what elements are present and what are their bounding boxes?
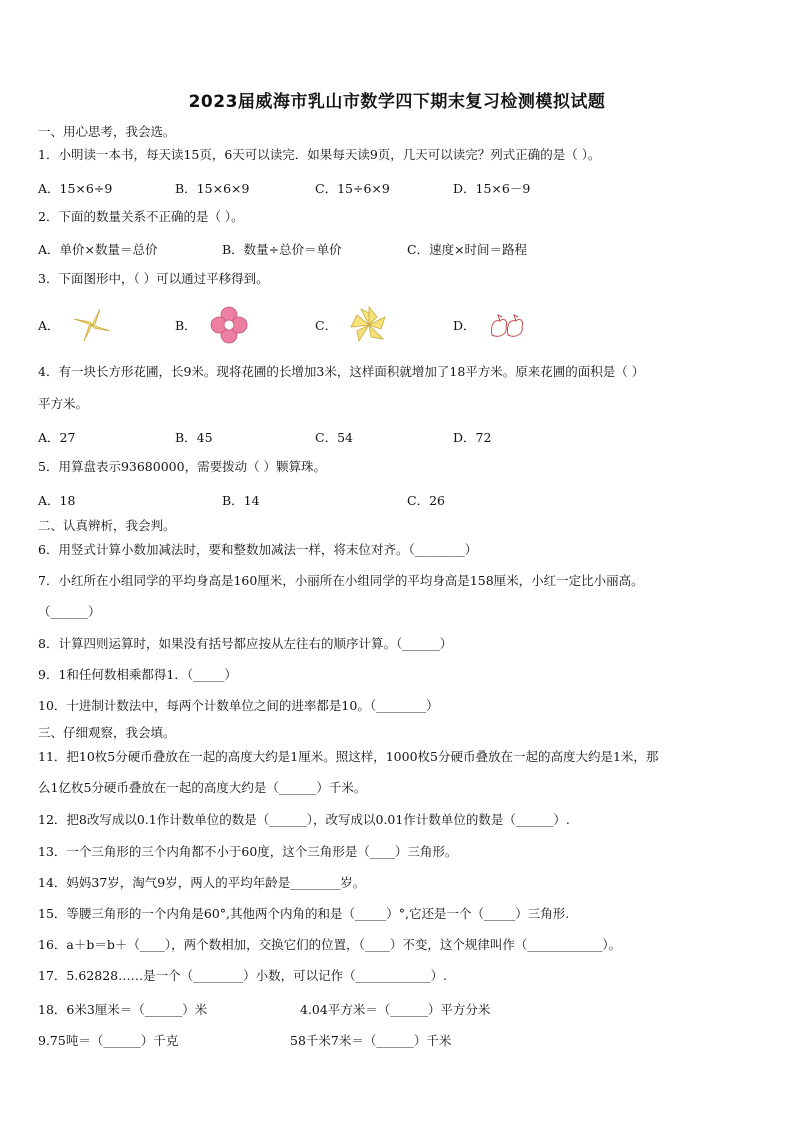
section-heading-1: 一、用心思考，我会选。 xyxy=(38,124,176,139)
q2-option-c: C．速度×时间＝路程 xyxy=(407,242,528,257)
question-2-text: 2．下面的数量关系不正确的是（ ）。 xyxy=(38,209,244,224)
q3-option-d xyxy=(453,305,532,345)
star-pinwheel-icon xyxy=(347,305,391,345)
q3-option-c xyxy=(315,305,391,345)
q3-option-b-label: B． xyxy=(175,318,197,333)
question-18-part-c: 9.75吨＝（______）千克 xyxy=(38,1033,179,1048)
question-12-text: 12．把8改写成以0.1作计数单位的数是（______），改写成以0.01作计数单位的数是（______）. xyxy=(38,812,570,827)
q4-option-c: C．54 xyxy=(315,430,353,445)
question-7-text: 7．小红所在小组同学的平均身高是160厘米，小丽所在小组同学的平均身高是158厘米，小红一定比小丽高。 xyxy=(38,573,644,588)
q5-option-a: A．18 xyxy=(38,493,76,508)
section-heading-2: 二、认真辨析，我会判。 xyxy=(38,518,176,533)
q4-option-b: B．45 xyxy=(175,430,213,445)
q1-option-c: C．15÷6×9 xyxy=(315,181,390,196)
q3-option-a-label: A． xyxy=(38,318,60,333)
question-10-text: 10．十进制计数法中，每两个计数单位之间的进率都是10。（________） xyxy=(38,698,439,713)
q3-option-a xyxy=(38,305,114,345)
question-8-text: 8．计算四则运算时，如果没有括号都应按从左往右的顺序计算。（______） xyxy=(38,636,453,651)
question-4-text: 4．有一块长方形花圃，长9米。现将花圃的长增加3米，这样面积就增加了18平方米。原来花圃的面积是（ ） xyxy=(38,364,645,379)
question-18-part-b: 4.04平方米＝（______）平方分米 xyxy=(300,1002,491,1017)
q2-option-b: B．数量÷总价＝单价 xyxy=(222,242,342,257)
q3-option-b xyxy=(175,305,251,345)
pinwheel-icon xyxy=(70,305,114,345)
question-13-text: 13．一个三角形的三个内角都不小于60度，这个三角形是（____）三角形。 xyxy=(38,844,458,859)
question-18-part-a: 18．6米3厘米＝（______）米 xyxy=(38,1002,208,1017)
q4-option-d: D．72 xyxy=(453,430,492,445)
question-1-text: 1．小明读一本书，每天读15页，6天可以读完．如果每天读9页，几天可以读完？列式正确的是（ ）。 xyxy=(38,147,601,162)
section-heading-3: 三、仔细观察，我会填。 xyxy=(38,725,176,740)
q2-option-a: A．单价×数量＝总价 xyxy=(38,242,158,257)
question-3-text: 3．下面图形中，（ ）可以通过平移得到。 xyxy=(38,271,269,286)
q1-option-b: B．15×6×9 xyxy=(175,181,250,196)
question-16-text: 16．a＋b＝b＋（____），两个数相加，交换它们的位置，（____）不变，这个规律叫作（____________）。 xyxy=(38,937,622,952)
question-17-text: 17．5.62828……是一个（________）小数，可以记作（____________）. xyxy=(38,968,448,983)
question-15-text: 15．等腰三角形的一个内角是60°,其他两个内角的和是（_____）°,它还是一个（_____）三角形. xyxy=(38,906,570,921)
q1-option-a: A．15×6÷9 xyxy=(38,181,113,196)
q3-option-c-label: C． xyxy=(315,318,338,333)
question-18-part-d: 58千米7米＝（______）千米 xyxy=(290,1033,452,1048)
question-4-text-continued: 平方米。 xyxy=(38,396,89,411)
q5-option-b: B．14 xyxy=(222,493,260,508)
question-7-text-continued: （______） xyxy=(38,604,101,619)
question-9-text: 9．1和任何数相乘都得1．（_____） xyxy=(38,667,237,682)
q5-option-c: C．26 xyxy=(407,493,445,508)
question-6-text: 6．用竖式计算小数加减法时，要和整数加减法一样，将末位对齐。（________） xyxy=(38,542,478,557)
page-title: 2023届威海市乳山市数学四下期末复习检测模拟试题 xyxy=(188,92,606,112)
q1-option-d: D．15×6－9 xyxy=(453,181,531,196)
question-14-text: 14．妈妈37岁，淘气9岁，两人的平均年龄是________岁。 xyxy=(38,875,366,890)
question-11-text: 11．把10枚5分硬币叠放在一起的高度大约是1厘米。照这样，1000枚5分硬币叠放在一起的高度大约是1米，那 xyxy=(38,749,659,764)
question-11-text-continued: 么1亿枚5分硬币叠放在一起的高度大约是（______）千米。 xyxy=(38,780,367,795)
q3-option-d-label: D． xyxy=(453,318,476,333)
question-5-text: 5．用算盘表示93680000，需要拨动（ ）颗算珠。 xyxy=(38,459,327,474)
birds-icon xyxy=(486,305,532,345)
heart-flower-icon xyxy=(207,305,251,345)
q4-option-a: A．27 xyxy=(38,430,76,445)
